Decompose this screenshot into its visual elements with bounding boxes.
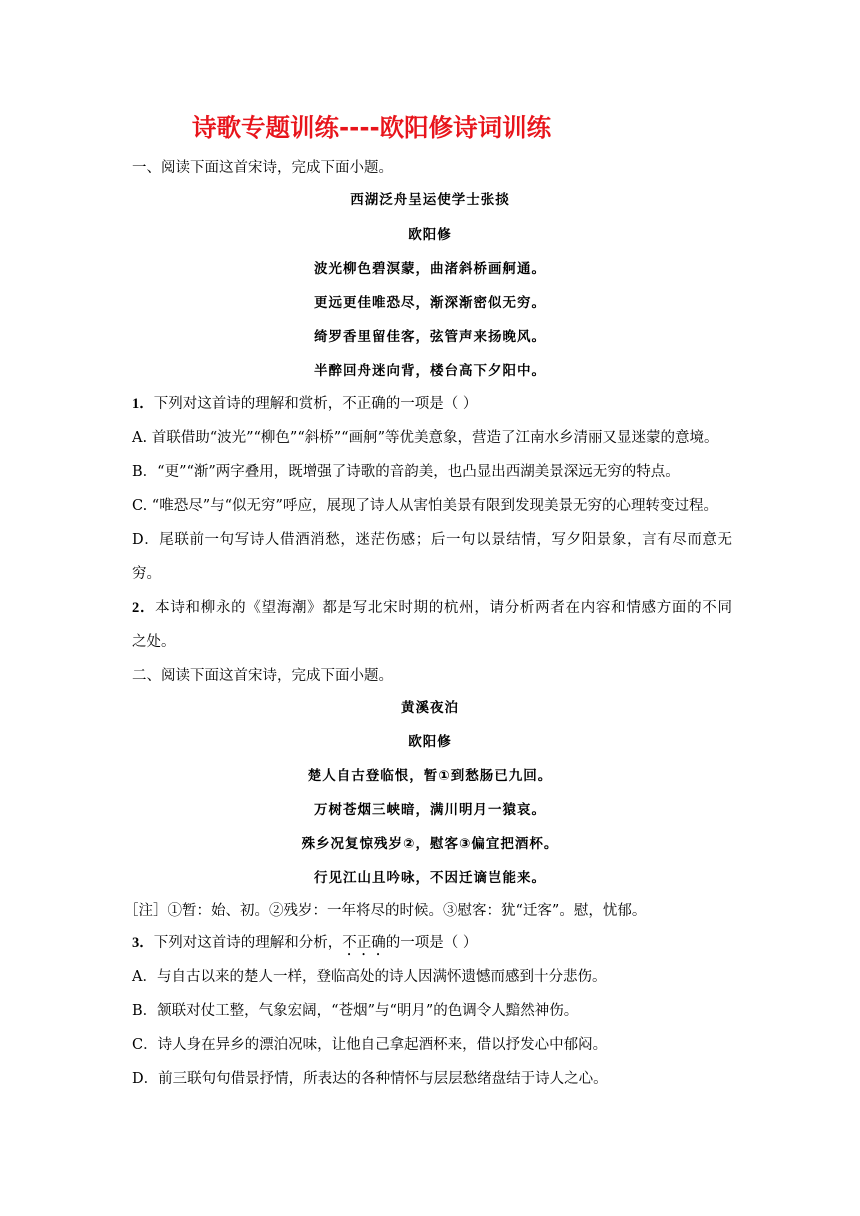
question-text: 下列对这首诗的理解和分析， — [153, 935, 343, 951]
poem1-line: 绮罗香里留佳客，弦管声来扬晚风。 — [314, 329, 546, 345]
question-text: 本诗和柳永的《望海潮》都是写北宋时期的杭州，请分析两者在内容和情感方面的不同 — [155, 600, 733, 616]
poem1-author: 欧阳修 — [408, 227, 452, 243]
poem2-note: ［注］①暂：始、初。②残岁：一年将尽的时候。③慰客：犹“迁客”。慰，忧郁。 — [124, 903, 647, 919]
question-3-stem — [132, 933, 732, 959]
poem1-line: 波光柳色碧溟蒙，曲渚斜桥画舸通。 — [314, 261, 546, 277]
emphasis-text: 不正确 — [342, 935, 386, 951]
page-title: 诗歌专题训练----欧阳修诗词训练 — [192, 113, 552, 142]
question-number: 3． — [132, 935, 154, 951]
q1-option-a: A. 首联借助“波光”“柳色”“斜桥”“画舸”等优美意象，营造了江南水乡清丽又显迷蒙的意境。 — [132, 430, 719, 446]
question-1-stem — [132, 394, 732, 414]
poem2-author: 欧阳修 — [408, 734, 452, 750]
q3-option-a: A．与自古以来的楚人一样，登临高处的诗人因满怀遗憾而感到十分悲伤。 — [132, 969, 607, 985]
q1-option-c: C. “唯恐尽”与“似无穷”呼应，展现了诗人从害怕美景有限到发现美景无穷的心理转变过程。 — [132, 498, 718, 514]
question-number: 2． — [132, 600, 156, 616]
question-2-stem — [132, 598, 732, 618]
question-number: 1． — [132, 396, 154, 412]
poem2-line: 万树苍烟三峡暗，满川明月一猿哀。 — [314, 802, 546, 818]
section2-heading: 二、阅读下面这首宋诗，完成下面小题。 — [132, 668, 393, 684]
poem2-line: 楚人自古登临恨，暂①到愁肠已九回。 — [307, 768, 553, 784]
section1-heading: 一、阅读下面这首宋诗，完成下面小题。 — [132, 160, 393, 176]
q1-option-d-cont: 穷。 — [132, 566, 161, 582]
q1-option-d: D．尾联前一句写诗人借酒消愁，迷茫伤感；后一句以景结情，写夕阳景象，言有尽而意无 — [132, 532, 732, 548]
poem1-line: 半醉回舟迷向背，楼台高下夕阳中。 — [314, 363, 546, 379]
poem2-line: 殊乡况复惊残岁②，慰客③偏宜把酒杯。 — [301, 836, 559, 852]
poem1-title: 西湖泛舟呈运使学士张掞 — [350, 192, 510, 208]
q3-option-b: B．颔联对仗工整，气象宏阔，“苍烟”与“明月”的色调令人黯然神伤。 — [132, 1003, 579, 1019]
question-2-cont: 之处。 — [132, 634, 176, 650]
q3-option-d: D．前三联句句借景抒情，所表达的各种情怀与层层愁绪盘结于诗人之心。 — [132, 1071, 608, 1087]
question-text: 下列对这首诗的理解和赏析，不正确的一项是（ ） — [153, 396, 478, 412]
q1-option-b: B．“更”“渐”两字叠用，既增强了诗歌的音韵美，也凸显出西湖美景深远无穷的特点。 — [132, 464, 680, 480]
poem2-line: 行见江山且吟咏，不因迁谪岂能来。 — [314, 870, 546, 886]
question-text-end: 的一项是（ ） — [385, 935, 478, 951]
poem2-title: 黄溪夜泊 — [401, 700, 459, 716]
q3-option-c: C．诗人身在异乡的漂泊况味，让他自己拿起酒杯来，借以抒发心中郁闷。 — [132, 1037, 608, 1053]
poem1-line: 更远更佳唯恐尽，渐深渐密似无穷。 — [314, 295, 546, 311]
